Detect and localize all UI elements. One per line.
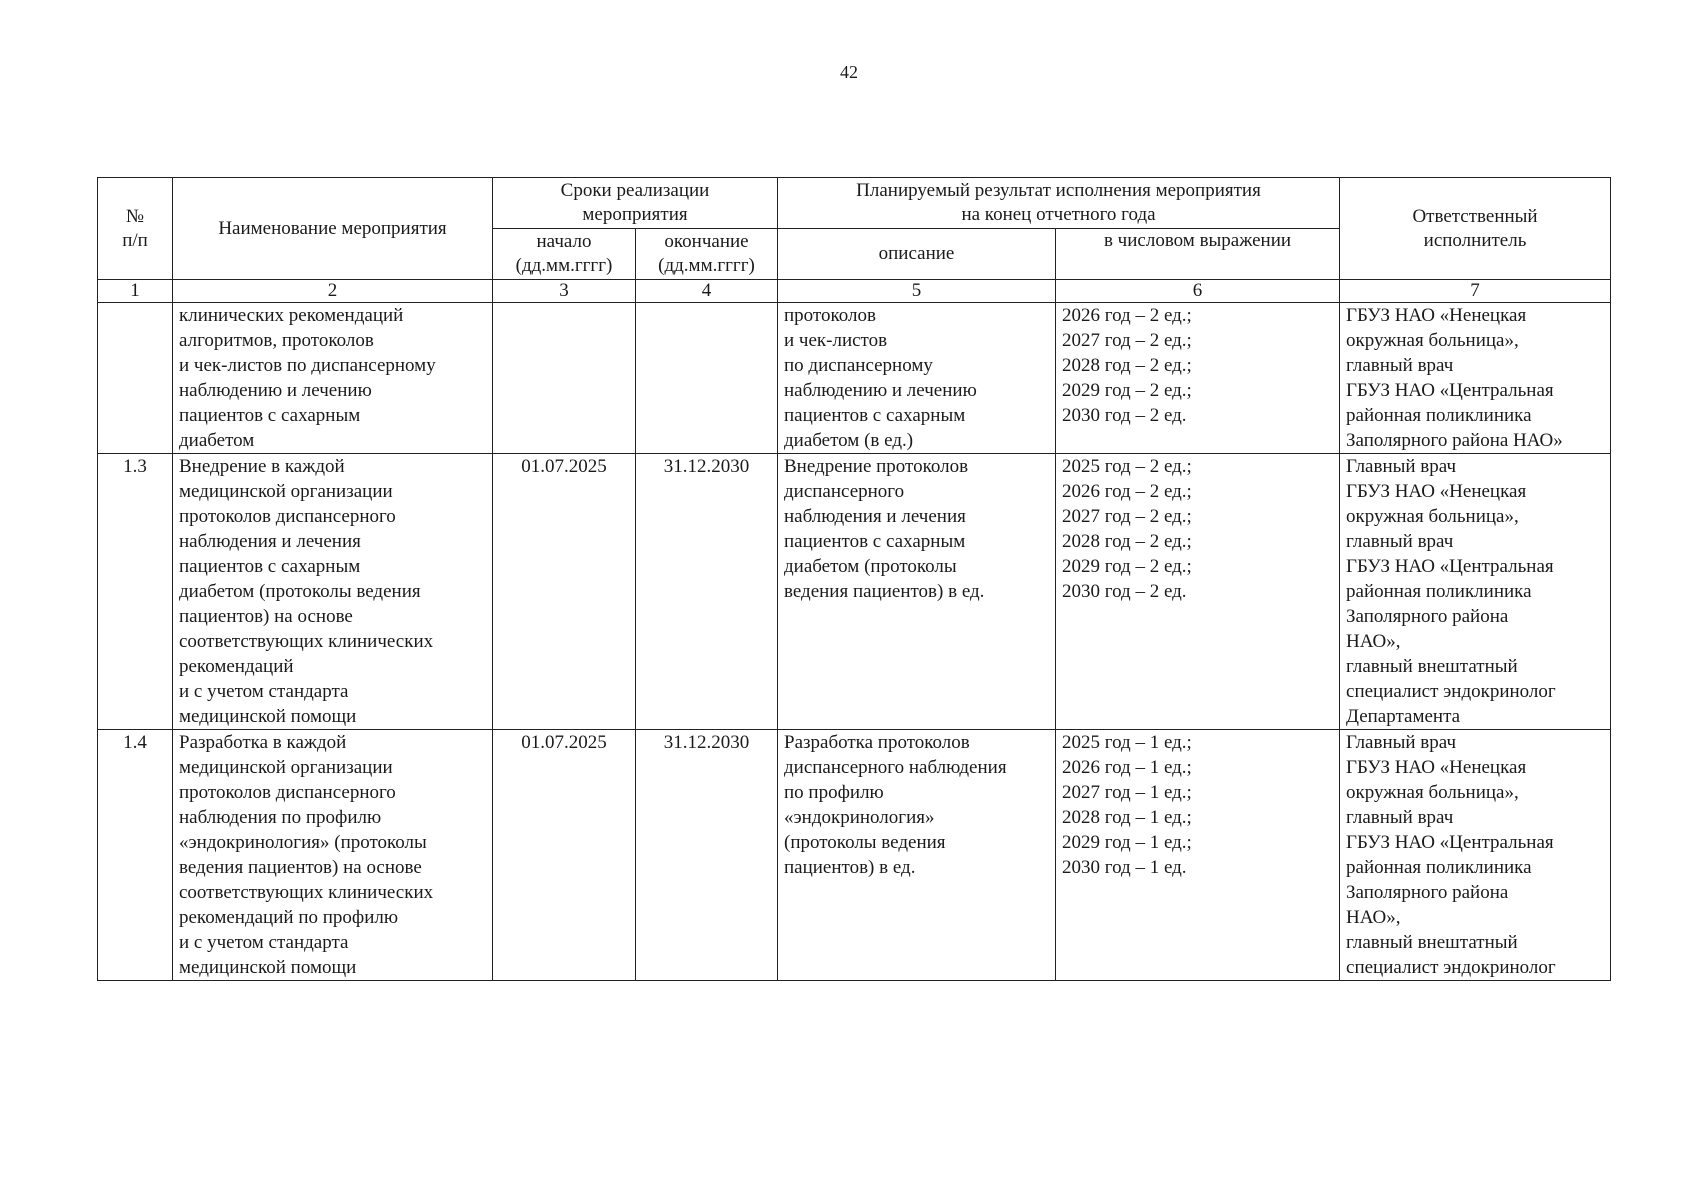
text-line: пациентов с сахарным [784, 405, 966, 426]
header-numeric: в числовом выражении [1056, 229, 1340, 280]
row-number-cell: 1.4 [98, 730, 173, 981]
text-line: окружная больница», [1346, 782, 1519, 803]
column-number-row [98, 280, 1611, 303]
text-line: пациентов с сахарным [179, 556, 361, 577]
column-number: 5 [778, 280, 1056, 303]
text-line: и с учетом стандарта [179, 681, 349, 702]
column-number: 2 [173, 280, 493, 303]
text-line: пациентов) на основе [179, 606, 353, 627]
text-line: «эндокринология» [784, 807, 935, 828]
text-line: Департамента [1346, 706, 1461, 727]
result-numeric-cell [1056, 454, 1340, 730]
text-line: главный внештатный [1346, 932, 1518, 953]
text-line: 2029 год – 2 ед.; [1062, 556, 1192, 577]
text-line: пациентов с сахарным [784, 531, 966, 552]
text-line: медицинской организации [179, 481, 393, 502]
header-description: описание [778, 229, 1056, 280]
text-line: 2027 год – 2 ед.; [1062, 330, 1192, 351]
text-line: Заполярного района [1346, 606, 1509, 627]
text-line: Разработка в каждой [179, 732, 347, 753]
measure-name-cell [173, 454, 493, 730]
text-line: протоколов [784, 305, 876, 326]
text-line: ГБУЗ НАО «Ненецкая [1346, 757, 1527, 778]
text-line: наблюдения и лечения [179, 531, 361, 552]
text-line: Заполярного района НАО» [1346, 430, 1563, 451]
text-line: медицинской помощи [179, 957, 357, 978]
text-line: пациентов с сахарным [179, 405, 361, 426]
text-line: клинических рекомендаций [179, 305, 404, 326]
responsible-cell [1340, 454, 1611, 730]
text-line: 2026 год – 2 ед.; [1062, 481, 1192, 502]
table-body [98, 303, 1611, 981]
text-line: 2026 год – 2 ед.; [1062, 305, 1192, 326]
column-number: 4 [636, 280, 778, 303]
measures-table [97, 177, 1611, 981]
text-line: по профилю [784, 782, 884, 803]
text-line: Главный врач [1346, 456, 1457, 477]
text-line: 2030 год – 2 ед. [1062, 405, 1187, 426]
header-result: Планируемый результат исполнения мероприятия на конец отчетного года [778, 178, 1340, 229]
text-line: рекомендаций по профилю [179, 907, 399, 928]
text-line: НАО», [1346, 907, 1401, 928]
result-description-cell [778, 454, 1056, 730]
text-line: 2029 год – 1 ед.; [1062, 832, 1192, 853]
text-line: соответствующих клинических [179, 882, 434, 903]
text-line: диабетом [179, 430, 255, 451]
text-line: 2028 год – 2 ед.; [1062, 355, 1192, 376]
result-description-cell [778, 730, 1056, 981]
table-row [98, 730, 1611, 981]
text-line: 2026 год – 1 ед.; [1062, 757, 1192, 778]
text-line: Главный врач [1346, 732, 1457, 753]
text-line: ГБУЗ НАО «Центральная [1346, 380, 1554, 401]
text-line: ГБУЗ НАО «Центральная [1346, 832, 1554, 853]
text-line: главный врач [1346, 531, 1454, 552]
text-line: ведения пациентов) на основе [179, 857, 422, 878]
table-row [98, 454, 1611, 730]
table-header [98, 178, 1611, 303]
row-number-cell [98, 303, 173, 454]
text-line: 2027 год – 1 ед.; [1062, 782, 1192, 803]
text-line: окружная больница», [1346, 506, 1519, 527]
text-line: районная поликлиника [1346, 857, 1532, 878]
page-number: 42 [840, 62, 858, 82]
text-line: Внедрение протоколов [784, 456, 969, 477]
text-line: 2025 год – 2 ед.; [1062, 456, 1192, 477]
header-number: № п/п [98, 178, 173, 280]
text-line: главный внештатный [1346, 656, 1518, 677]
text-line: диабетом (протоколы ведения [179, 581, 421, 602]
row-number-cell: 1.3 [98, 454, 173, 730]
text-line: 2029 год – 2 ед.; [1062, 380, 1192, 401]
result-description-cell [778, 303, 1056, 454]
header-terms: Сроки реализации мероприятия [493, 178, 778, 229]
column-number: 1 [98, 280, 173, 303]
text-line: медицинской организации [179, 757, 393, 778]
text-line: соответствующих клинических [179, 631, 434, 652]
text-line: 2027 год – 2 ед.; [1062, 506, 1192, 527]
text-line: ГБУЗ НАО «Центральная [1346, 556, 1554, 577]
text-line: «эндокринология» (протоколы [179, 832, 427, 853]
text-line: районная поликлиника [1346, 405, 1532, 426]
text-line: ГБУЗ НАО «Ненецкая [1346, 481, 1527, 502]
text-line: районная поликлиника [1346, 581, 1532, 602]
text-line: 2025 год – 1 ед.; [1062, 732, 1192, 753]
header-end: окончание (дд.мм.гггг) [636, 229, 778, 280]
result-numeric-cell [1056, 303, 1340, 454]
end-date-cell [636, 303, 778, 454]
header-name: Наименование мероприятия [173, 178, 493, 280]
text-line: диспансерного наблюдения [784, 757, 1007, 778]
column-number: 7 [1340, 280, 1611, 303]
measure-name-cell [173, 730, 493, 981]
start-date-cell: 01.07.2025 [493, 454, 636, 730]
text-line: наблюдению и лечению [179, 380, 372, 401]
text-line: 2030 год – 2 ед. [1062, 581, 1187, 602]
text-line: и чек-листов по диспансерному [179, 355, 436, 376]
start-date-cell [493, 303, 636, 454]
text-line: окружная больница», [1346, 330, 1519, 351]
header-start: начало (дд.мм.гггг) [493, 229, 636, 280]
text-line: специалист эндокринолог [1346, 957, 1556, 978]
text-line: главный врач [1346, 355, 1454, 376]
text-line: алгоритмов, протоколов [179, 330, 374, 351]
text-line: ведения пациентов) в ед. [784, 581, 985, 602]
text-line: 2028 год – 2 ед.; [1062, 531, 1192, 552]
text-line: по диспансерному [784, 355, 933, 376]
text-line: 2028 год – 1 ед.; [1062, 807, 1192, 828]
text-line: медицинской помощи [179, 706, 357, 727]
text-line: 2030 год – 1 ед. [1062, 857, 1187, 878]
column-number: 6 [1056, 280, 1340, 303]
text-line: рекомендаций [179, 656, 294, 677]
text-line: Разработка протоколов [784, 732, 970, 753]
text-line: ГБУЗ НАО «Ненецкая [1346, 305, 1527, 326]
header-responsible: Ответственный исполнитель [1340, 178, 1611, 280]
text-line: и чек-листов [784, 330, 888, 351]
text-line: наблюдения и лечения [784, 506, 966, 527]
text-line: протоколов диспансерного [179, 782, 396, 803]
text-line: (протоколы ведения [784, 832, 946, 853]
responsible-cell [1340, 730, 1611, 981]
text-line: протоколов диспансерного [179, 506, 396, 527]
text-line: Заполярного района [1346, 882, 1509, 903]
column-number: 3 [493, 280, 636, 303]
result-numeric-cell [1056, 730, 1340, 981]
end-date-cell: 31.12.2030 [636, 454, 778, 730]
measure-name-cell [173, 303, 493, 454]
text-line: Внедрение в каждой [179, 456, 345, 477]
text-line: диабетом (в ед.) [784, 430, 914, 451]
end-date-cell: 31.12.2030 [636, 730, 778, 981]
text-line: диспансерного [784, 481, 905, 502]
start-date-cell: 01.07.2025 [493, 730, 636, 981]
text-line: главный врач [1346, 807, 1454, 828]
table-row [98, 303, 1611, 454]
text-line: пациентов) в ед. [784, 857, 916, 878]
text-line: специалист эндокринолог [1346, 681, 1556, 702]
text-line: и с учетом стандарта [179, 932, 349, 953]
responsible-cell [1340, 303, 1611, 454]
text-line: НАО», [1346, 631, 1401, 652]
text-line: диабетом (протоколы [784, 556, 957, 577]
text-line: наблюдению и лечению [784, 380, 977, 401]
text-line: наблюдения по профилю [179, 807, 382, 828]
